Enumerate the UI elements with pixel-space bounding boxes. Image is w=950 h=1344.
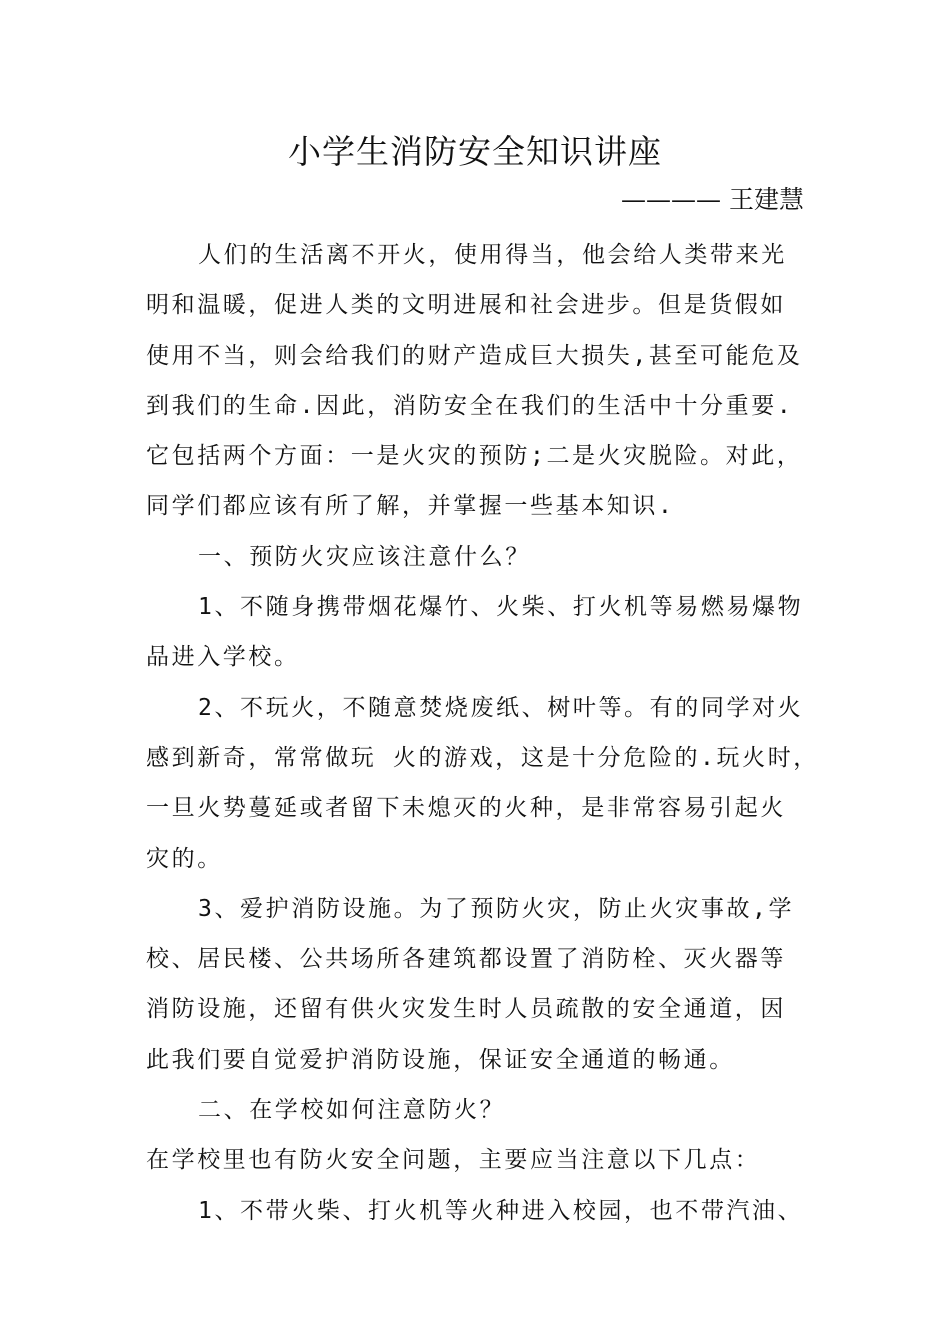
list-item-line: 3、爱护消防设施。为了预防火灾，防止火灾事故,学 [198, 895, 795, 922]
section-heading: 一、预防火灾应该注意什么？ [198, 543, 531, 570]
list-item-line: 消防设施，还留有供火灾发生时人员疏散的安全通道，因 [146, 996, 786, 1023]
section-heading: 二、在学校如何注意防火？ [198, 1097, 506, 1124]
paragraph-line: 明和温暖，促进人类的文明进展和社会进步。但是货假如 [146, 292, 786, 319]
list-item-line: 感到新奇，常常做玩 火的游戏，这是十分危险的.玩火时， [146, 744, 819, 771]
paragraph-line: 人们的生活离不开火，使用得当，他会给人类带来光 [198, 242, 787, 268]
document-body [146, 230, 818, 1236]
list-item-line: 2、不玩火，不随意焚烧废纸、树叶等。有的同学对火 [198, 694, 804, 721]
list-item-line: 1、不随身携带烟花爆竹、火柴、打火机等易燃易爆物 [198, 594, 804, 621]
list-item-line: 此我们要自觉爱护消防设施，保证安全通道的畅通。 [146, 1046, 735, 1073]
paragraph-line: 在学校里也有防火安全问题，主要应当注意以下几点： [146, 1147, 761, 1174]
paragraph-line: 到我们的生命.因此，消防安全在我们的生活中十分重要. [146, 392, 794, 419]
author-line: ———— 王建慧 [621, 185, 804, 214]
list-item-line: 灾的。 [146, 845, 223, 872]
list-item-line: 一旦火势蔓延或者留下未熄灭的火种，是非常容易引起火 [146, 795, 786, 822]
list-item-line: 1、不带火柴、打火机等火种进入校园，也不带汽油、 [198, 1197, 804, 1224]
list-item-line: 校、居民楼、公共场所各建筑都设置了消防栓、灭火器等 [146, 946, 786, 973]
list-item-line: 品进入学校。 [146, 644, 300, 671]
paragraph-line: 使用不当，则会给我们的财产造成巨大损失,甚至可能危及 [146, 342, 803, 369]
paragraph-line: 同学们都应该有所了解，并掌握一些基本知识. [146, 493, 675, 520]
document-title: 小学生消防安全知识讲座 [288, 132, 662, 171]
paragraph-line: 它包括两个方面：一是火灾的预防;二是火灾脱险。对此， [146, 443, 803, 470]
